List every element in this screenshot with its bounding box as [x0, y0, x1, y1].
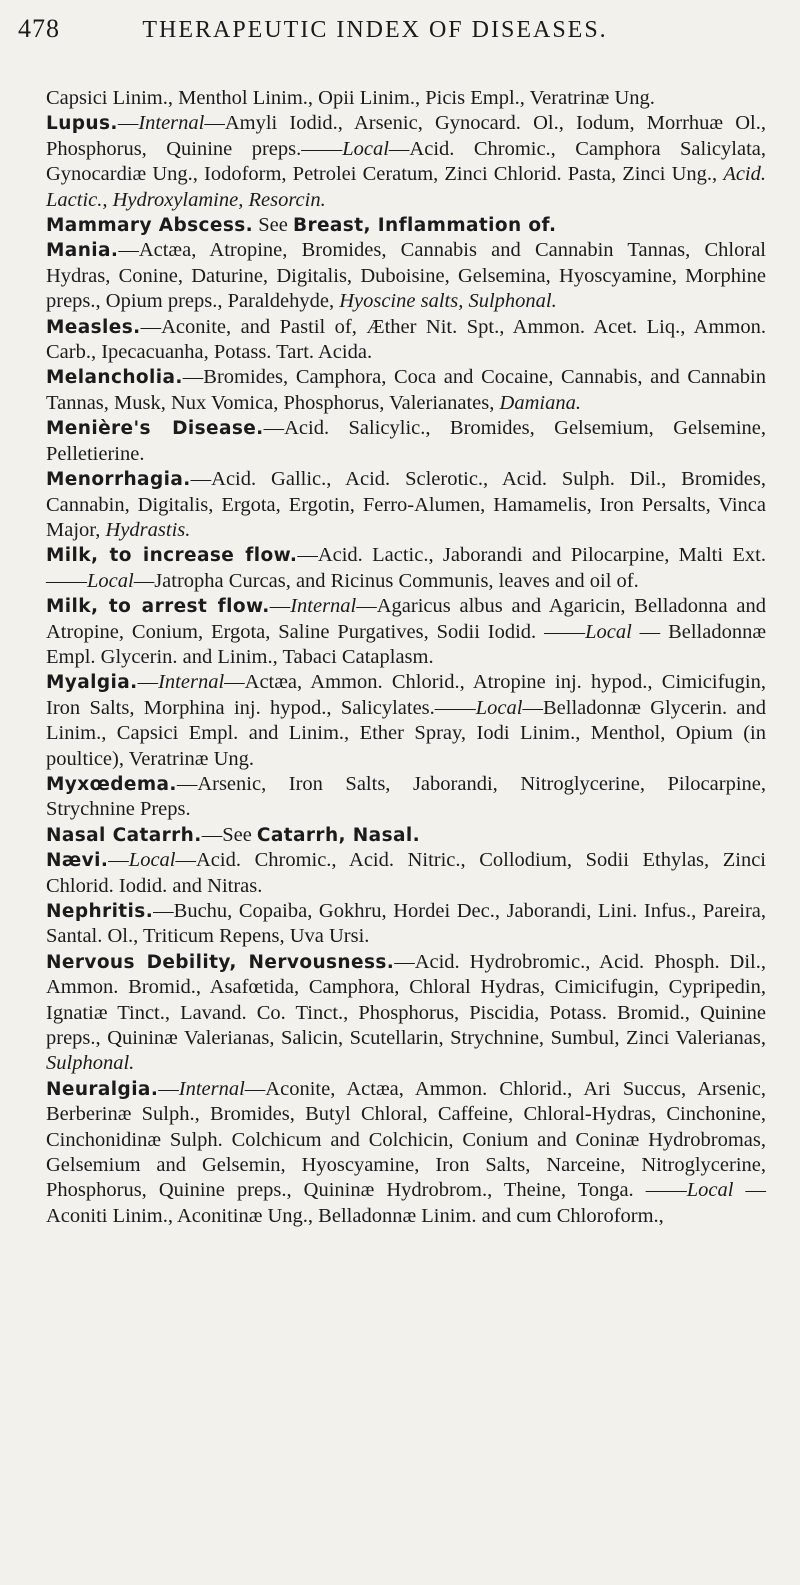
- entry-term: Melancholia.: [46, 367, 183, 389]
- entry-term: Myalgia.: [46, 672, 138, 694]
- entry-mania: Mania.—Actæa, Atropine, Bromides, Cannabis and Cannabin Tannas, Chloral Hydras, Conine, Daturine, Digitalis, Duboisine, Gelsemina, Hyoscyamine, Morphine preps., Opium preps., Paraldehyde, Hyoscine salts, Sulphonal.: [46, 239, 766, 313]
- entry-milk-increase: Milk, to increase flow.—Acid. Lactic., Jaborandi and Pilocarpine, Malti Ext.——Local—Jatropha Curcas, and Ricinus Communis, leaves and oil of.: [46, 544, 766, 592]
- entry-milk-arrest: Milk, to arrest flow.—Internal—Agaricus albus and Agaricin, Belladonna and Atropine, Conium, Ergota, Saline Purgatives, Sodii Iodid. ——Local — Belladonnæ Empl. Glycerin. and Linim., Tabaci Cataplasm.: [46, 595, 767, 668]
- entry-myxoedema: Myxœdema.—Arsenic, Iron Salts, Jaborandi, Nitroglycerine, Pilocarpine, Strychnine Preps.: [46, 772, 766, 821]
- entry-term: Nævi.: [46, 850, 109, 872]
- entry-naevi: Nævi.—Local—Acid. Chromic., Acid. Nitric., Collodium, Sodii Ethylas, Zinci Chlorid. Iodid. and Nitras.: [46, 849, 766, 897]
- entry-term: Mammary Abscess.: [46, 215, 254, 237]
- entry-term: Menorrhagia.: [46, 469, 191, 491]
- entry-term: Myxœdema.: [46, 773, 177, 795]
- entry-nervous-debility: Nervous Debility, Nervousness.—Acid. Hydrobromic., Acid. Phosph. Dil., Ammon. Bromid., Asafœtida, Camphora, Chloral Hydras, Cimicifugin, Cypripedin, Ignatiæ Tinct., Lavand. Co. Tinct., Phosphorus, Piscidia, Potass. Bromid., Quinine preps., Quininæ Valerianas, Salicin, Scutellarin, Strychnine, Sumbul, Zinci Valerianas, Sulphonal.: [46, 950, 767, 1075]
- entry-measles: Measles.—Aconite, and Pastil of, Æther Nit. Spt., Ammon. Acet. Liq., Ammon. Carb., Ipecacuanha, Potass. Tart. Acida.: [46, 315, 766, 364]
- entry-term: Menière's Disease.: [46, 418, 264, 440]
- entry-term: Milk, to increase flow.: [46, 545, 298, 567]
- entry-mammary-abscess: Mammary Abscess. See Breast, Inflammation of.: [46, 214, 557, 237]
- page-number: 478: [18, 14, 60, 43]
- entry-term: Nephritis.: [46, 901, 154, 922]
- entry-lupus: Lupus.—Internal—Amyli Iodid., Arsenic, Gynocard. Ol., Iodum, Morrhuæ Ol., Phosphorus, Quinine preps.——Local—Acid. Chromic., Camphora Salicylata, Gynocardiæ Ung., Iodoform, Petrolei Ceratum, Zinci Chlorid. Pasta, Zinci Ung., Acid. Lactic., Hydroxylamine, Resorcin.: [46, 112, 767, 211]
- entry-continuation: Capsici Linim., Menthol Linim., Opii Linim., Picis Empl., Veratrinæ Ung.: [46, 87, 655, 109]
- entry-menorrhagia: Menorrhagia.—Acid. Gallic., Acid. Sclerotic., Acid. Sulph. Dil., Bromides, Cannabin, Digitalis, Ergota, Ergotin, Ferro-Alumen, Hamamelis, Iron Persalts, Vinca Major, Hydrastis.: [46, 468, 766, 541]
- entry-term: Milk, to arrest flow.: [46, 596, 270, 618]
- entry-neuralgia: Neuralgia.—Internal—Aconite, Actæa, Ammon. Chlorid., Ari Succus, Arsenic, Berberinæ Sulph., Bromides, Butyl Chloral, Caffeine, Chloral-Hydras, Cinchonine, Cinchonidinæ Sulph. Colchicum and Colchicin, Conium and Coninæ Hydrobromas, Gelsemium and Gelsemin, Hyoscyamine, Iron Salts, Narceine, Nitroglycerine, Phosphorus, Quinine preps., Quininæ Hydrobrom., Theine, Tonga. ——Local — Aconiti Linim., Aconitinæ Ung., Belladonnæ Linim. and cum Chloroform.,: [46, 1077, 767, 1227]
- entry-term: Measles.: [46, 316, 141, 338]
- entry-term: Nasal Catarrh.: [46, 824, 202, 846]
- cross-reference: Catarrh, Nasal.: [256, 824, 421, 846]
- page-title: THERAPEUTIC INDEX OF DISEASES.: [142, 17, 608, 43]
- entry-nasal-catarrh: Nasal Catarrh.—See Catarrh, Nasal.: [46, 823, 421, 846]
- running-header: [18, 14, 730, 44]
- entry-menieres-disease: Menière's Disease.—Acid. Salicylic., Bromides, Gelsemium, Gelsemine, Pelletierine.: [46, 417, 766, 465]
- entry-term: Nervous Debility, Nervousness.: [46, 951, 395, 973]
- cross-reference: Breast, Inflammation of.: [292, 215, 557, 237]
- entry-myalgia: Myalgia.—Internal—Actæa, Ammon. Chlorid., Atropine inj. hypod., Cimicifugin, Iron Salts, Morphina inj. hypod., Salicylates.——Local—Belladonnæ Glycerin. and Linim., Capsici Empl. and Linim., Ether Spray, Iodi Linim., Menthol, Opium (in poultice), Veratrinæ Ung.: [46, 671, 766, 770]
- index-body: [46, 86, 766, 1229]
- entry-melancholia: Melancholia.—Bromides, Camphora, Coca and Cocaine, Cannabis, and Cannabin Tannas, Musk, Nux Vomica, Phosphorus, Valerianates, Damiana.: [46, 366, 766, 414]
- entry-nephritis: Nephritis.—Buchu, Copaiba, Gokhru, Hordei Dec., Jaborandi, Lini. Infus., Pareira, Santal. Ol., Triticum Repens, Uva Ursi.: [46, 900, 766, 948]
- entry-term: Neuralgia.: [46, 1078, 159, 1100]
- entry-term: Mania.: [46, 240, 119, 262]
- entry-term: Lupus.: [46, 113, 118, 135]
